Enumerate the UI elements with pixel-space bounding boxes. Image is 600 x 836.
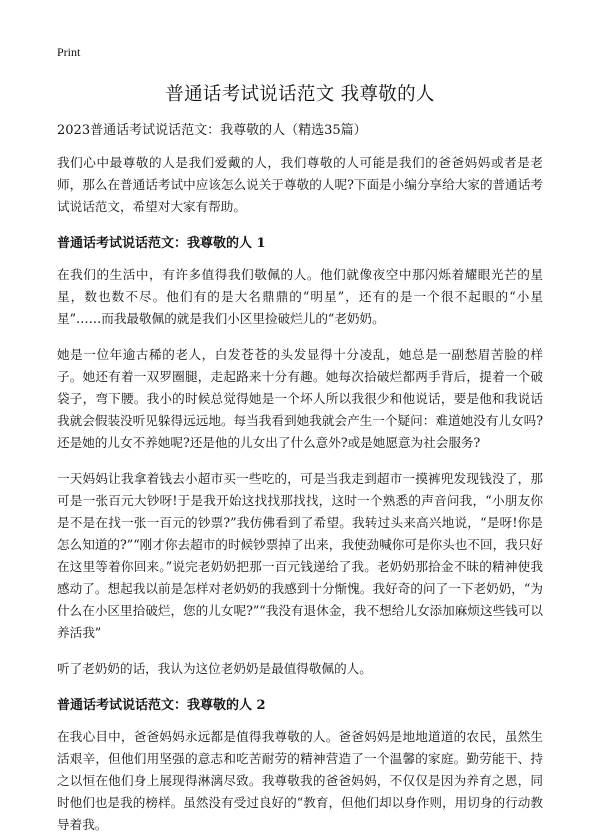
section-1-paragraph-2: 她是一位年逾古稀的老人，白发苍苍的头发显得十分凌乱，她总是一副愁眉苦脸的样子。她还有着一双罗圈腿，走起路来十分有趣。她每次拾破烂都两手背后，提着一个破袋子，弯下腰。我小的时候总觉得她是一个坏人所以我很少和他说话，要是他和我说话我就会假装没听见躲得远远地。每当我看到她我就会产生一个疑问：难道她没有儿女吗?还是她的儿女不养她呢?还是他的儿女出了什么意外?或是她愿意为社会服务? xyxy=(57,347,543,450)
section-2-paragraph-1: 在我心目中，爸爸妈妈永远都是值得我尊敬的人。爸爸妈妈是地地道道的农民，虽然生活艰辛，但他们用坚强的意志和吃苦耐劳的精神营造了一个温馨的家庭。勤劳能干、持之以恒在他们身上展现得淋漓尽致。我尊敬我的爸爸妈妈，不仅仅是因为养育之恩，同时他们也是我的榜样。虽然没有受过良好的“教育，但他们却以身作则，用切身的行动教导着我。 xyxy=(57,729,543,832)
document-title: 普通话考试说话范文 我尊敬的人 xyxy=(165,84,435,105)
document-subtitle: 2023普通话考试说话范文：我尊敬的人（精选35篇） xyxy=(57,123,367,138)
print-label: Print xyxy=(57,45,81,59)
section-1-paragraph-4: 听了老奶奶的话，我认为这位老奶奶是最值得敬佩的人。 xyxy=(57,661,372,676)
section-1-heading: 普通话考试说话范文：我尊敬的人 1 xyxy=(57,236,266,251)
section-1-paragraph-3: 一天妈妈让我拿着钱去小超市买一些吃的，可是当我走到超市一摸裤兜发现钱没了，那可是一张百元大钞呀!于是我开始这找找那找找，这时一个熟悉的声音问我，“小朋友你是不是在找一张一百元的钞票?”我仿佛看到了希望。我转过头来高兴地说，“是呀!你是怎么知道的?”“刚才你去超市的时候钞票掉了出来，我使劲喊你可是你头也不回，我只好在这里等着你回来。”说完老奶奶把那一百元钱递给了我。老奶奶那拾金不昧的精神使我感动了。想起我以前是怎样对老奶奶的我感到十分惭愧。我好奇的问了一下老奶奶，“为什么在小区里拾破烂，您的儿女呢?”“我没有退休金，我不想给儿女添加麻烦这些钱可以养活我” xyxy=(57,471,543,640)
section-1-paragraph-1: 在我们的生活中，有许多值得我们敬佩的人。他们就像夜空中那闪烁着耀眼光芒的星星，数也数不尽。他们有的是大名鼎鼎的“明星”，还有的是一个很不起眼的“小星星”……而我最敬佩的就是我们小区里捡破烂儿的“老奶奶。 xyxy=(57,267,543,326)
section-2-heading: 普通话考试说话范文：我尊敬的人 2 xyxy=(57,698,266,713)
intro-paragraph: 我们心中最尊敬的人是我们爱戴的人，我们尊敬的人可能是我们的爸爸妈妈或者是老师，那么在普通话考试中应该怎么说关于尊敬的人呢?下面是小编分享给大家的普通话考试说话范文，希望对大家有帮助。 xyxy=(57,155,543,214)
